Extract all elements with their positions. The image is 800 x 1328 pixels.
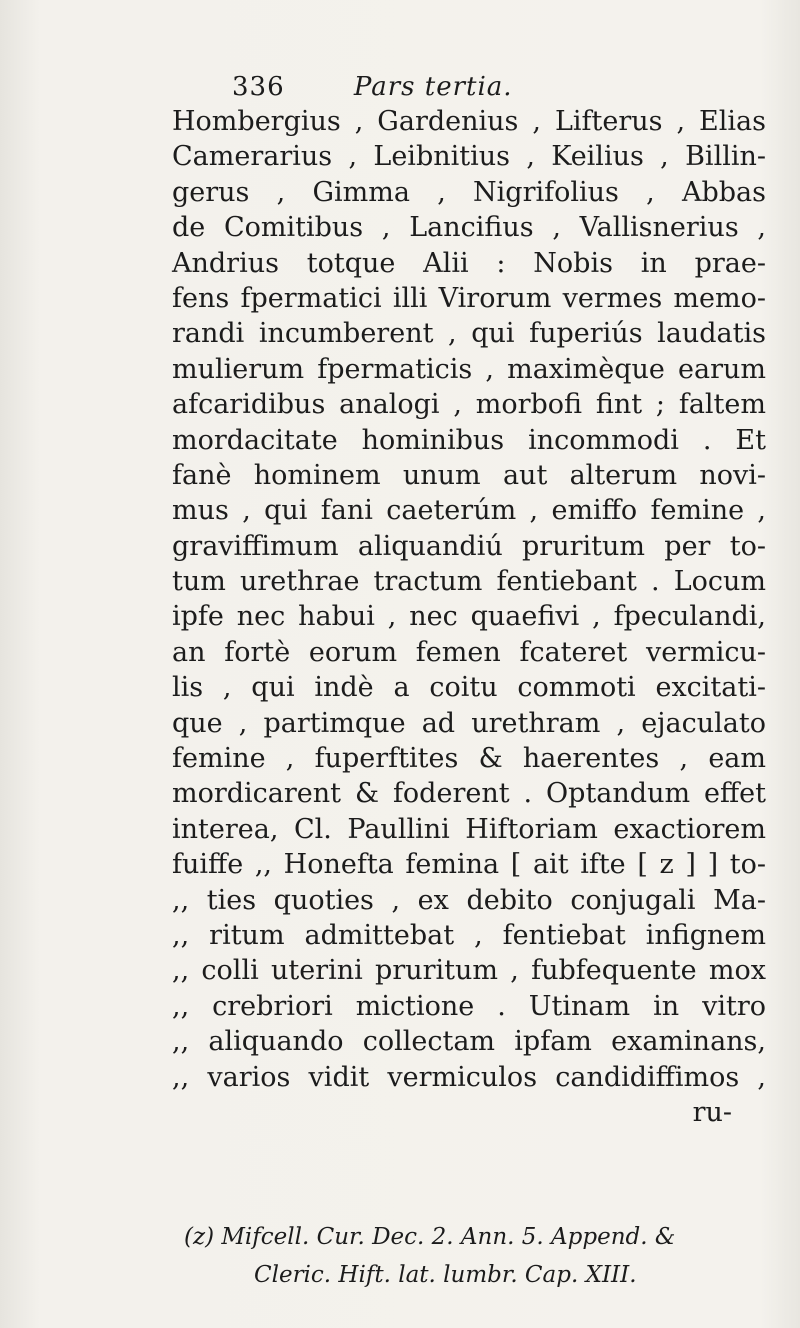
text-line: ipfe nec habui , nec quaefivi , fpeculandi, bbox=[172, 601, 766, 633]
text-line: randi incumberent , qui fuperiús laudatis bbox=[172, 318, 766, 350]
text-line: ,, colli uterini pruritum , fubfequente mox bbox=[172, 955, 766, 987]
text-line: mordicarent & foderent . Optandum effet bbox=[172, 778, 766, 810]
text-line: mus , qui fani caeterúm , emiffo femine , bbox=[172, 495, 766, 527]
text-line: interea, Cl. Paullini Hiftoriam exactiorem bbox=[172, 813, 766, 845]
text-line: graviffimum aliquandiú pruritum per to- bbox=[172, 530, 766, 562]
text-line: ,, aliquando collectam ipfam examinans, bbox=[172, 1026, 766, 1058]
text-line: fens fpermatici illi Virorum vermes memo- bbox=[172, 282, 766, 314]
text-line: mordacitate hominibus incommodi . Et bbox=[172, 424, 766, 456]
page-number: 336 bbox=[232, 72, 285, 102]
text-line: an fortè eorum femen fcateret vermicu- bbox=[172, 636, 766, 668]
text-line: ,, varios vidit vermiculos candidiffimos , bbox=[172, 1061, 766, 1093]
text-line: afcaridibus analogi , morbofi fint ; faltem bbox=[172, 389, 766, 421]
text-line: que , partimque ad urethram , ejaculato bbox=[172, 707, 766, 739]
text-line: fanè hominem unum aut alterum novi- bbox=[172, 459, 766, 491]
body-text bbox=[172, 104, 766, 1130]
text-line: fuiffe ,, Honefta femina [ ait ifte [ z ] ] to- bbox=[172, 849, 766, 881]
text-line: Hombergius , Gardenius , Lifterus , Elias bbox=[172, 106, 766, 137]
text-line: ,, ritum admittebat , fentiebat infignem bbox=[172, 919, 766, 951]
footnote-line: Cleric. Hift. lat. lumbr. Cap. XIII. bbox=[254, 1262, 637, 1288]
footnote bbox=[184, 1218, 744, 1294]
text-line: lis , qui indè a coitu commoti excitati- bbox=[172, 672, 766, 704]
text-line: mulierum fpermaticis , maximèque earum bbox=[172, 353, 766, 385]
text-line: gerus , Gimma , Nigrifolius , Abbas bbox=[172, 176, 766, 208]
footnote-line: (z) Mifcell. Cur. Dec. 2. Ann. 5. Append. & bbox=[184, 1224, 676, 1250]
text-line: femine , fuperftites & haerentes , eam bbox=[172, 743, 766, 775]
running-title: Pars tertia. bbox=[353, 72, 513, 102]
text-line: ,, ties quoties , ex debito conjugali Ma- bbox=[172, 884, 766, 916]
text-line: Andrius totque Alii : Nobis in prae- bbox=[172, 247, 766, 279]
text-line: Camerarius , Leibnitius , Keilius , Billin- bbox=[172, 141, 766, 173]
page-header bbox=[232, 72, 513, 102]
catchword: ru- bbox=[692, 1096, 732, 1128]
text-line: tum urethrae tractum fentiebant . Locum bbox=[172, 566, 766, 598]
text-line: ,, crebriori mictione . Utinam in vitro bbox=[172, 990, 766, 1022]
text-line: de Comitibus , Lancifius , Vallisnerius , bbox=[172, 212, 766, 244]
